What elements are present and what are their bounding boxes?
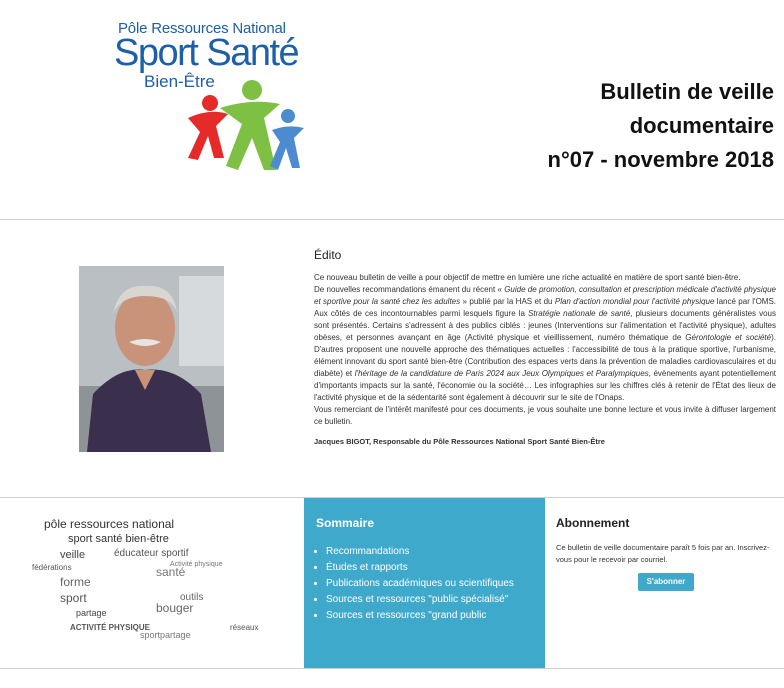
edito-p2-e: lancé par l'OMS. Aux côtés de ces incontournables parmi lesquels figure la (314, 297, 777, 318)
sommaire-panel (304, 498, 545, 668)
title-line1: Bulletin de veille (600, 79, 774, 104)
abonnement-text: Ce bulletin de veille documentaire paraît 5 fois par an. Inscrivez-vous pour le recevoir par courriel. (556, 543, 770, 564)
edito-p2-j: l'héritage de la candidature de Paris 2024 aux Jeux Olympiques et Paralympiques (354, 369, 649, 378)
edito-paragraph-2 (314, 284, 776, 404)
portrait-icon (79, 266, 224, 452)
edito-p2-a: De nouvelles recommandations émanent du récent « (314, 285, 505, 294)
wc-word-14: Activité physique (170, 561, 223, 568)
sommaire-item-grand-public[interactable]: • Sources et ressources "grand public (326, 608, 545, 624)
wc-word-13: sportpartage (140, 630, 191, 640)
edito-p3-text: Vous remerciant de l'intérêt manifesté pour ces documents, je vous souhaite une bonne lecture et vous invite à diffuser largement ce bulletin. (314, 405, 776, 426)
word-cloud-image (30, 512, 276, 647)
logo-line1: Pôle Ressources National (118, 20, 286, 37)
sommaire-item-recommandations[interactable]: • Recommandations (326, 544, 545, 560)
wc-word-0: pôle ressources national (44, 517, 175, 531)
abonnement-heading: Abonnement (556, 516, 630, 530)
edito-p2-h: Gérontologie et société (685, 333, 772, 342)
edito-signature: Jacques BIGOT, Responsable du Pôle Ressources National Sport Santé Bien-Être (314, 437, 605, 446)
sommaire-item-etudes[interactable]: • Études et rapports (326, 560, 545, 576)
edito-p2-f: Stratégie nationale de santé (528, 309, 631, 318)
edito-p2-c: » publié par la HAS et du (460, 297, 555, 306)
wc-word-7: santé (156, 565, 186, 579)
header-divider (0, 219, 784, 220)
sommaire-item-publications[interactable]: • Publications académiques ou scientifiques (326, 576, 545, 592)
edito-paragraph-3 (314, 404, 776, 428)
wc-word-1: sport santé bien-être (68, 533, 169, 545)
sport-sante-logo (110, 8, 316, 184)
wc-word-4: éducateur sportif (114, 548, 189, 559)
logo-line3: Bien-Être (144, 72, 215, 91)
edito-heading: Édito (314, 248, 342, 262)
wc-word-8: partage (76, 608, 107, 618)
footer-divider (0, 668, 784, 669)
edito-p2-i: ). D'autres proposent une nouvelle approche des thématiques actuelles : l'accessibilité de tous à la pratique sportive, l'urbanisme, élément innovant du sport santé bien-être (Contribution des espaces verts dans la prévention de maladies cardiovasculaires et du diabète) et (314, 333, 776, 378)
edito-p2-b: Guide de promotion, consultation et prescription médicale d'activité physique et sportive pour la santé chez les adultes (314, 285, 776, 306)
wc-word-9: outils (180, 592, 204, 603)
abonnement-section (556, 516, 776, 591)
edito-p2-d: Plan d'action mondial pour l'activité physique (554, 297, 715, 306)
edito-p1-text: Ce nouveau bulletin de veille a pour objectif de mettre en lumière une riche actualité en matière de sport santé bien-être. (314, 273, 741, 282)
wc-word-12: réseaux (230, 623, 259, 632)
subscribe-button[interactable]: S'abonner (638, 573, 694, 591)
edito-p2-g: , plusieurs documents généralistes vous sont présentés. Certains s'adressent à des publics ciblés : jeunes (Interventions sur l'alimentation et l'activité physique), adultes obèses, et personnes avançant en âge (Activité physique et vieillissement, numéro thématique de (314, 309, 776, 342)
sommaire-list (304, 544, 545, 624)
wc-word-2: veille (60, 549, 86, 561)
author-photo (79, 266, 224, 452)
edito-section (314, 248, 776, 448)
wc-word-10: bouger (156, 601, 194, 615)
wc-word-3: fédérations (32, 563, 72, 572)
word-cloud (30, 512, 276, 647)
wc-word-5: forme (60, 575, 91, 589)
edito-paragraph-1 (314, 272, 776, 284)
bulletin-title (454, 75, 774, 177)
edito-p2-k: , évènements ayant potentiellement d'importants impacts sur la santé, l'économie ou la société… Les infographies sur les chiffres clés à retenir de l'État des lieux de l'activité physique et de la sédentarité sont également à découvrir sur le site de l'Onaps. (314, 369, 776, 402)
sommaire-item-public-specialise[interactable]: • Sources et ressources "public spécialisé" (326, 592, 545, 608)
sommaire-heading: Sommaire (316, 516, 375, 530)
logo-line2: Sport Santé (114, 32, 299, 74)
bulletin-header (0, 0, 784, 218)
wc-word-6: sport (60, 591, 87, 605)
title-line3: n°07 - novembre 2018 (547, 147, 774, 172)
title-line2: documentaire (629, 113, 774, 138)
athletes-figures-icon (180, 78, 310, 178)
wc-word-11: ACTIVITÉ PHYSIQUE (70, 623, 151, 632)
